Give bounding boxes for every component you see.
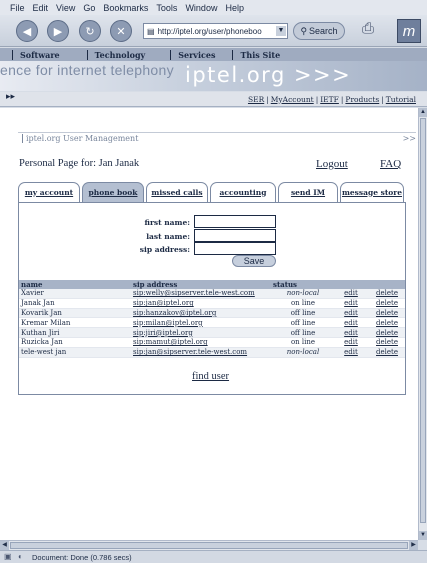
row-sip-address[interactable] [131, 329, 273, 337]
sip-address-label: sip address: [139, 245, 190, 254]
search-label: Search [309, 26, 338, 36]
sip-address-link[interactable]: sip:jan@sipserver.tele-west.com [133, 348, 248, 357]
sip-address-link[interactable]: sip:welly@sipserver.tele-west.com [133, 289, 255, 298]
row-name: Kuthan Jiri [21, 328, 60, 337]
search-icon: ⚲ [300, 25, 308, 36]
link-ser[interactable]: SER [247, 94, 265, 104]
link-products[interactable]: Products [345, 94, 380, 104]
row-name: tele-west jan [21, 348, 67, 357]
first-name-input[interactable] [194, 215, 276, 228]
banner-brand[interactable]: iptel.org >>> [185, 63, 352, 87]
menu-file[interactable]: File [10, 2, 25, 13]
header-name: name [21, 280, 43, 289]
table-body [19, 289, 405, 358]
section-header [18, 132, 416, 144]
row-name: Ruzicka Jan [21, 338, 63, 347]
header-sip: sip address [133, 280, 178, 289]
phonebook-table [19, 280, 405, 358]
link-ietf[interactable]: IETF [320, 94, 339, 104]
browser-logo-icon: m [397, 19, 421, 43]
status-bar [0, 550, 427, 563]
reload-icon: ↻ [85, 25, 95, 38]
logout-link[interactable]: Logout [316, 158, 348, 170]
link-myaccount[interactable]: MyAccount [270, 94, 314, 104]
back-arrow-icon: ◀ [22, 25, 32, 38]
page-content [0, 108, 418, 540]
row-status: off line [290, 328, 316, 337]
row-delete-link[interactable]: delete [376, 299, 398, 308]
scroll-left-icon[interactable]: ◀ [0, 541, 9, 550]
forward-arrow-icon: ▶ [53, 25, 63, 38]
section-title: iptel.org User Management [22, 134, 138, 143]
tab-send-im[interactable]: send IM [278, 182, 338, 202]
row-status: on line [290, 338, 316, 347]
sip-address-input[interactable] [194, 242, 276, 255]
table-header [19, 280, 405, 289]
save-button[interactable]: Save [232, 255, 276, 267]
vertical-scroll-thumb[interactable] [420, 118, 426, 523]
first-name-label: first name: [144, 218, 190, 227]
find-user-link[interactable]: find user [192, 371, 230, 382]
connection-icon: ◐ [18, 552, 23, 561]
vertical-scrollbar[interactable] [418, 108, 427, 540]
row-delete-link[interactable]: delete [376, 289, 398, 298]
last-name-label: last name: [146, 232, 190, 241]
row-edit-link[interactable]: edit [344, 348, 358, 357]
link-tutorial[interactable]: Tutorial [385, 94, 416, 104]
table-row [19, 338, 405, 348]
row-edit-link[interactable]: edit [344, 289, 358, 298]
table-row [19, 299, 405, 309]
row-name: Kovarik Jan [21, 308, 62, 317]
row-status: off line [290, 308, 316, 317]
section-arrows: >> [402, 134, 416, 143]
double-arrow-icon: ▸▸ [6, 92, 16, 102]
scroll-down-icon[interactable]: ▼ [420, 532, 426, 538]
horizontal-scrollbar[interactable] [0, 540, 418, 550]
table-row [19, 309, 405, 319]
row-delete-link[interactable]: delete [376, 308, 398, 317]
header-status: status [273, 280, 297, 289]
page-title: Personal Page for: Jan Janak [19, 158, 140, 169]
table-row [19, 328, 405, 338]
sip-address-link[interactable]: sip:jan@iptel.org [133, 299, 194, 308]
sip-address-link[interactable]: sip:jiri@iptel.org [133, 328, 193, 337]
menu-bookmarks[interactable]: Bookmarks [103, 2, 149, 13]
tab-phone-book[interactable]: phone book [82, 182, 144, 202]
row-status: off line [290, 318, 316, 327]
menu-bar [0, 0, 427, 15]
scroll-up-icon[interactable]: ▲ [420, 109, 426, 115]
table-row [19, 348, 405, 358]
last-name-input[interactable] [194, 229, 276, 242]
site-banner [0, 61, 427, 91]
table-row [19, 318, 405, 328]
menu-view[interactable]: View [56, 2, 76, 13]
row-edit-link[interactable]: edit [344, 328, 358, 337]
row-edit-link[interactable]: edit [344, 299, 358, 308]
row-status: non-local [286, 348, 320, 357]
row-sip-address[interactable] [131, 289, 273, 297]
menu-window[interactable]: Window [185, 2, 218, 13]
menu-go[interactable]: Go [83, 2, 96, 13]
security-icon: ▣ [4, 552, 12, 561]
row-status: on line [290, 299, 316, 308]
search-button[interactable] [293, 22, 345, 40]
stop-icon: ✕ [116, 25, 126, 38]
row-edit-link[interactable]: edit [344, 308, 358, 317]
back-button[interactable] [16, 20, 38, 42]
table-row [19, 289, 405, 299]
menu-help[interactable]: Help [225, 2, 244, 13]
faq-link[interactable]: FAQ [380, 158, 402, 170]
site-nav-this-site[interactable]: This Site [232, 50, 287, 60]
row-sip-address[interactable] [131, 338, 273, 346]
row-sip-address[interactable] [131, 309, 273, 317]
tab-missed-calls[interactable]: missed calls [146, 182, 208, 202]
site-nav-software[interactable]: Software [12, 50, 67, 60]
sip-address-link[interactable]: sip:hanzakov@iptel.org [133, 308, 217, 317]
site-nav [0, 48, 427, 61]
print-icon[interactable]: ⎙ [362, 20, 375, 37]
tab-accounting[interactable]: accounting [210, 182, 276, 202]
menu-tools[interactable]: Tools [156, 2, 178, 13]
row-status: non-local [286, 289, 320, 298]
forward-button[interactable] [47, 20, 69, 42]
row-delete-link[interactable]: delete [376, 348, 398, 357]
scroll-right-icon[interactable]: ▶ [409, 541, 418, 550]
row-delete-link[interactable]: delete [376, 318, 398, 327]
stop-button[interactable] [110, 20, 132, 42]
row-sip-address[interactable] [131, 299, 273, 307]
site-nav-services[interactable]: Services [170, 50, 222, 60]
browser-toolbar [0, 15, 427, 47]
site-nav-technology[interactable]: Technology [87, 50, 153, 60]
row-delete-link[interactable]: delete [376, 328, 398, 337]
row-name: Janak Jan [21, 299, 55, 308]
page-icon: ▤ [147, 26, 155, 36]
horizontal-scroll-thumb[interactable] [10, 542, 408, 549]
url-dropdown-icon[interactable]: ▼ [277, 27, 285, 34]
sip-address-link[interactable]: sip:mamut@iptel.org [133, 338, 208, 347]
row-name: Xavier [21, 289, 44, 298]
row-edit-link[interactable]: edit [344, 338, 358, 347]
status-text: Document: Done (0.786 secs) [32, 552, 132, 562]
row-delete-link[interactable]: delete [376, 338, 398, 347]
row-name: Kremar Milan [21, 318, 71, 327]
url-bar[interactable] [143, 23, 288, 39]
url-text: http://iptel.org/user/phoneboo [157, 26, 262, 36]
tab-message-store[interactable]: message store [340, 182, 404, 202]
banner-tagline: ence for internet telephony [0, 62, 174, 78]
menu-edit[interactable]: Edit [32, 2, 49, 13]
quick-links: ▸▸ SER | MyAccount | IETF | Products | Tutorial [0, 92, 427, 107]
row-edit-link[interactable]: edit [344, 318, 358, 327]
sip-address-link[interactable]: sip:milan@iptel.org [133, 318, 203, 327]
tab-my-account[interactable]: my account [18, 182, 80, 202]
row-sip-address[interactable] [131, 348, 273, 356]
row-sip-address[interactable] [131, 319, 273, 327]
reload-button[interactable] [79, 20, 101, 42]
